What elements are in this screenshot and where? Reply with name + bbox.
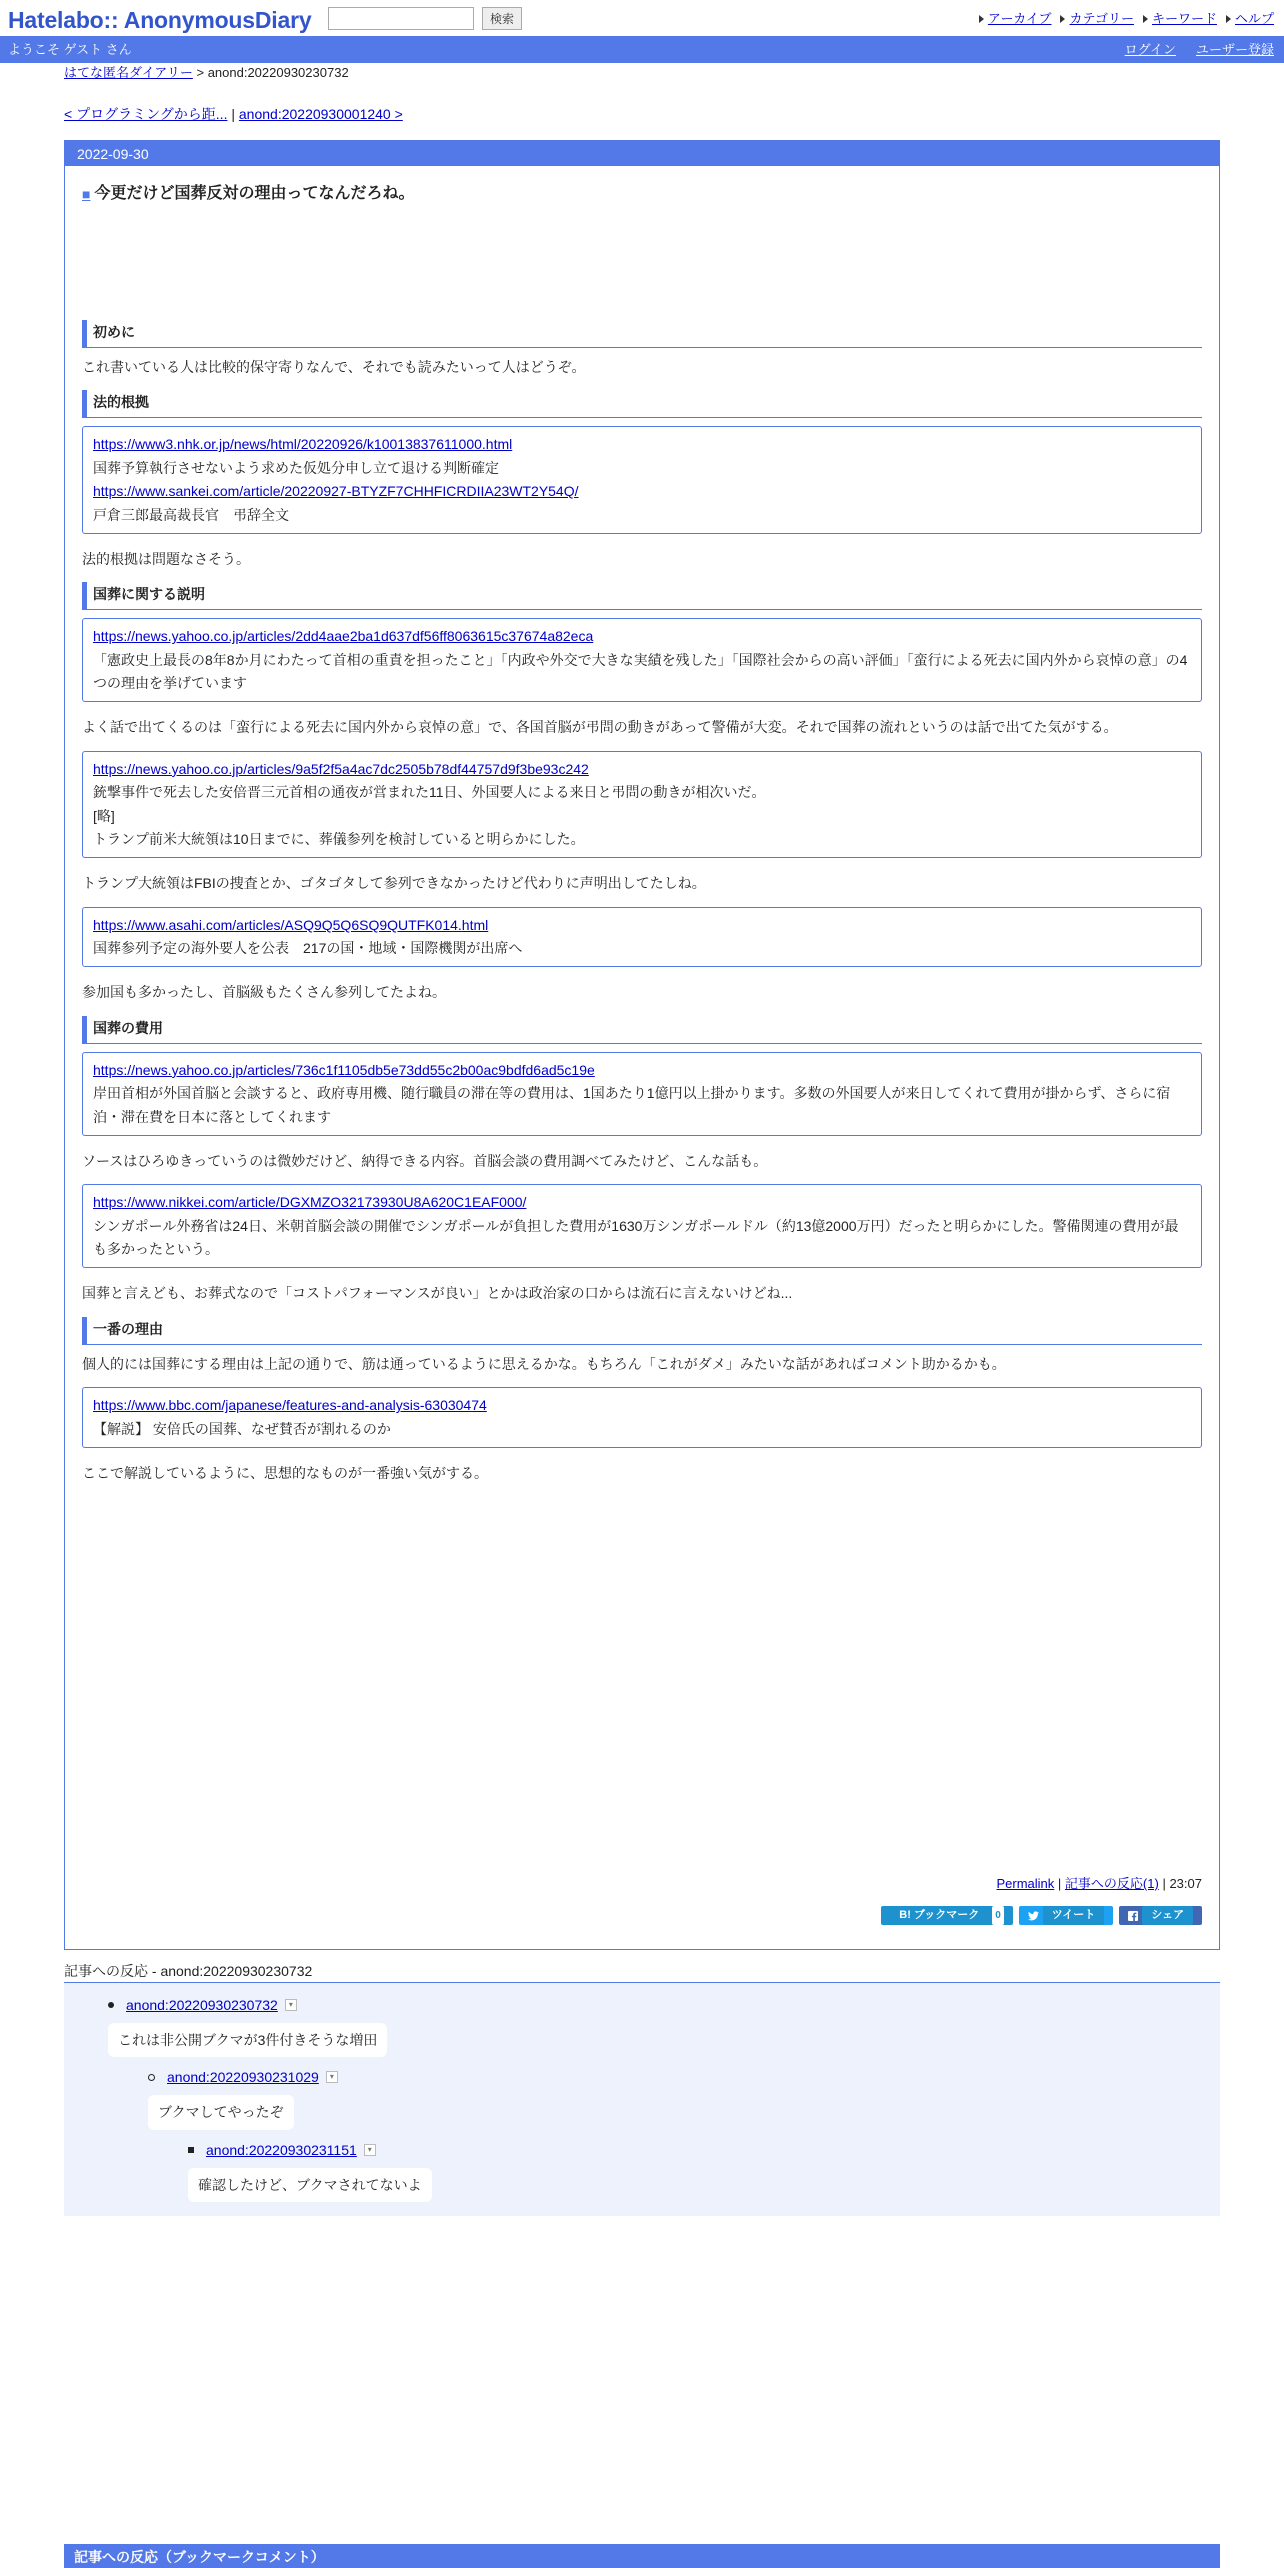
chevron-down-icon[interactable]: ▾ [364,2144,376,2156]
login-link[interactable]: ログイン [1124,42,1176,57]
quote-link[interactable]: https://www3.nhk.or.jp/news/html/20220926/k10013837611000.html [93,436,513,453]
paragraph: 法的根拠は問題なさそう。 [82,550,250,567]
quote-link[interactable]: https://www.sankei.com/article/20220927-BTYZF7CHHFICRDIIA23WT2Y54Q/ [93,483,579,500]
pager-separator: | [231,106,235,122]
chevron-down-icon[interactable]: ▾ [326,2071,338,2083]
nav-help-label: ヘルプ [1234,11,1274,26]
entry-date: 2022-09-30 [65,141,1219,166]
breadcrumb-separator: > [196,65,205,80]
blockquote [82,1387,1202,1448]
reaction-item [64,1993,1220,2017]
twitter-bird-icon [1028,1911,1039,1921]
paragraph: トランプ大統領はFBIの捜査とか、ゴタゴタして参列できなかったけど代わりに声明出してたしね。 [82,875,706,892]
header-nav [979,9,1274,30]
chevron-down-icon[interactable]: ▾ [285,1999,297,2011]
quote-text: トランプ前米大統領は10日までに、葬儀参列を検討していると明らかにした。 [93,830,585,847]
paragraph: これ書いている人は比較的保守寄りなんで、それでも読みたいって人はどうぞ。 [82,359,586,375]
facebook-share-button[interactable] [1119,1906,1202,1925]
top-header [0,0,1284,36]
paragraph: ここで解説しているように、思想的なものが一番強い気がする。 [82,1465,488,1481]
quote-text: シンガポール外務省は24日、米朝首脳会談の開催でシンガポールが負担した費用が1630万シンガポールドル（約13億2000万円）だったと明らかにした。警備関連の費用が最も多かったという。 [93,1217,1179,1258]
search-form [328,7,522,30]
blockquote [82,751,1202,859]
entry-body [65,166,1219,1484]
reaction-link[interactable]: anond:20220930231151 [206,2141,357,2158]
entry-footer [996,1874,1202,1895]
blockquote [82,907,1202,968]
quote-link[interactable]: https://news.yahoo.co.jp/articles/9a5f2f5a4ac7dc2505b78df44757d9f3be93c242 [93,760,589,777]
facebook-icon [1128,1911,1138,1921]
entry-time: 23:07 [1169,1876,1202,1891]
reaction-item [64,2065,1220,2089]
quote-text: 戸倉三郎最高裁長官 弔辞全文 [93,506,289,523]
quote-text: 「憲政史上最長の8年8か月にわたって首相の重責を担ったこと」「内政や外交で大きな実績を残した」「国際社会からの高い評価」「蛮行による死去に国内外から哀悼の意」の4つの理由を挙げています [93,651,1188,692]
footer-separator: | [1162,1876,1166,1891]
nav-keyword[interactable] [1143,9,1217,30]
tweet-label: ツイート [1043,1906,1104,1925]
nav-archive-label: アーカイブ [987,11,1052,26]
footer-separator: | [1057,1876,1062,1891]
reaction-link[interactable]: anond:20220930231029 [167,2069,319,2086]
blockquote [82,1052,1202,1136]
search-input[interactable] [328,7,474,30]
entry-title-marker[interactable]: ■ [82,185,91,202]
blockquote [82,618,1202,702]
entry-spacer [82,208,1202,320]
triangle-icon [1060,15,1065,23]
main-content [64,63,1220,2216]
section-heading: 法的根拠 [82,390,1202,418]
tweet-button[interactable] [1019,1906,1113,1925]
reactions-tree [64,1982,1220,2216]
quote-text: [略] [93,807,115,824]
reaction-count-link[interactable]: 記事への反応(1) [1064,1876,1159,1891]
quote-text: 岸田首相が外国首脳と会談すると、政府専用機、随行職員の滞在等の費用は、1国あたり1億円以上掛かります。多数の外国要人が来日してくれて費用が掛からず、さらに宿泊・滞在費を日本に落としてくれます [93,1085,1171,1125]
user-bar [0,36,1284,63]
paragraph: 個人的には国葬にする理由は上記の通りで、筋は通っているように思えるかな。もちろん「これがダメ」みたいな話があればコメント助かるかも。 [82,1355,1006,1372]
share-label: シェア [1142,1906,1193,1925]
quote-link[interactable]: https://news.yahoo.co.jp/articles/2dd4aae2ba1d637df56ff8063615c37674a82eca [93,628,594,645]
quote-link[interactable]: https://www.bbc.com/japanese/features-and-analysis-63030474 [93,1397,487,1414]
user-links [1125,40,1274,61]
blockquote [82,426,1202,534]
section-heading: 国葬に関する説明 [82,582,1202,610]
bullet-circle-icon [148,2074,155,2081]
search-button[interactable]: 検索 [482,7,522,30]
nav-keyword-label: キーワード [1151,11,1217,26]
quote-link[interactable]: https://www.asahi.com/articles/ASQ9Q5Q6SQ9QUTFK014.html [93,916,489,933]
reaction-item [64,2138,1220,2162]
welcome-text: ようこそ ゲスト さん [8,42,132,57]
breadcrumb [64,63,1220,87]
bullet-disc-icon [108,2002,114,2008]
nav-category[interactable] [1060,9,1133,30]
bullet-square-icon [188,2147,194,2153]
triangle-icon [1226,15,1231,23]
bookmark-count: 0 [992,1906,1004,1925]
entry-pager [64,103,1220,127]
quote-link[interactable]: https://news.yahoo.co.jp/articles/736c1f1105db5e73dd55c2b00ac9bdfd6ad5c19e [93,1061,595,1078]
permalink[interactable]: Permalink [996,1876,1055,1891]
prev-entry-link[interactable]: < プログラミングから距... [64,106,228,122]
quote-link[interactable]: https://www.nikkei.com/article/DGXMZO32173930U8A620C1EAF000/ [93,1194,527,1211]
nav-help[interactable] [1226,9,1274,30]
bookmark-comments-header: 記事への反応（ブックマークコメント） [64,2544,1220,2568]
nav-category-label: カテゴリー [1069,11,1134,26]
next-entry-link[interactable]: anond:20220930001240 > [238,106,403,122]
breadcrumb-root[interactable]: はてな匿名ダイアリー [64,65,193,80]
paragraph: ソースはひろゆきっていうのは微妙だけど、納得できる内容。首脳会談の費用調べてみたけど、こんな話も。 [82,1152,768,1169]
breadcrumb-current: anond:20220930230732 [207,65,349,80]
reaction-excerpt: 確認したけど、ブクマされてないよ [188,2168,432,2202]
paragraph: 参加国も多かったし、首脳級もたくさん参列してたよね。 [82,984,446,1001]
quote-text: 国葬参列予定の海外要人を公表 217の国・地域・国際機関が出席へ [93,940,523,957]
register-link[interactable]: ユーザー登録 [1195,42,1274,57]
reaction-excerpt: ブクマしてやったぞ [148,2095,294,2129]
blockquote [82,1184,1202,1268]
section-heading: 一番の理由 [82,1317,1202,1345]
section-heading: 初めに [82,320,1202,348]
share-buttons [881,1906,1202,1925]
section-heading: 国葬の費用 [82,1016,1202,1044]
bookmark-label: B! ブックマーク [890,1906,988,1925]
paragraph: よく話で出てくるのは「蛮行による死去に国内外から哀悼の意」で、各国首脳が弔問の動きがあって警備が大変。それで国葬の流れというのは話で出てた気がする。 [82,719,1118,736]
triangle-icon [1143,15,1148,23]
site-logo[interactable]: Hatelabo:: AnonymousDiary [8,7,312,33]
entry-box [64,140,1220,1950]
triangle-icon [979,15,984,23]
hatena-bookmark-button[interactable] [881,1906,1012,1925]
entry-title-row [82,180,1202,208]
quote-text: 国葬予算執行させないよう求めた仮処分申し立て退ける判断確定 [93,459,499,476]
quote-text: 【解説】 安倍氏の国葬、なぜ賛否が割れるのか [93,1420,391,1437]
quote-text: 銃撃事件で死去した安倍晋三元首相の通夜が営まれた11日、外国要人による来日と弔問の動きが相次いだ。 [93,784,766,801]
paragraph: 国葬と言えども、お葬式なので「コストパフォーマンスが良い」とかは政治家の口からは流石に言えないけどね... [82,1285,793,1302]
reaction-excerpt: これは非公開ブクマが3件付きそうな増田 [108,2023,387,2057]
reaction-link[interactable]: anond:20220930230732 [126,1996,278,2013]
entry-title: 今更だけど国葬反対の理由ってなんだろね。 [94,185,415,203]
reactions-title: 記事への反応 - anond:20220930230732 [64,1963,313,1979]
nav-archive[interactable] [979,9,1052,30]
